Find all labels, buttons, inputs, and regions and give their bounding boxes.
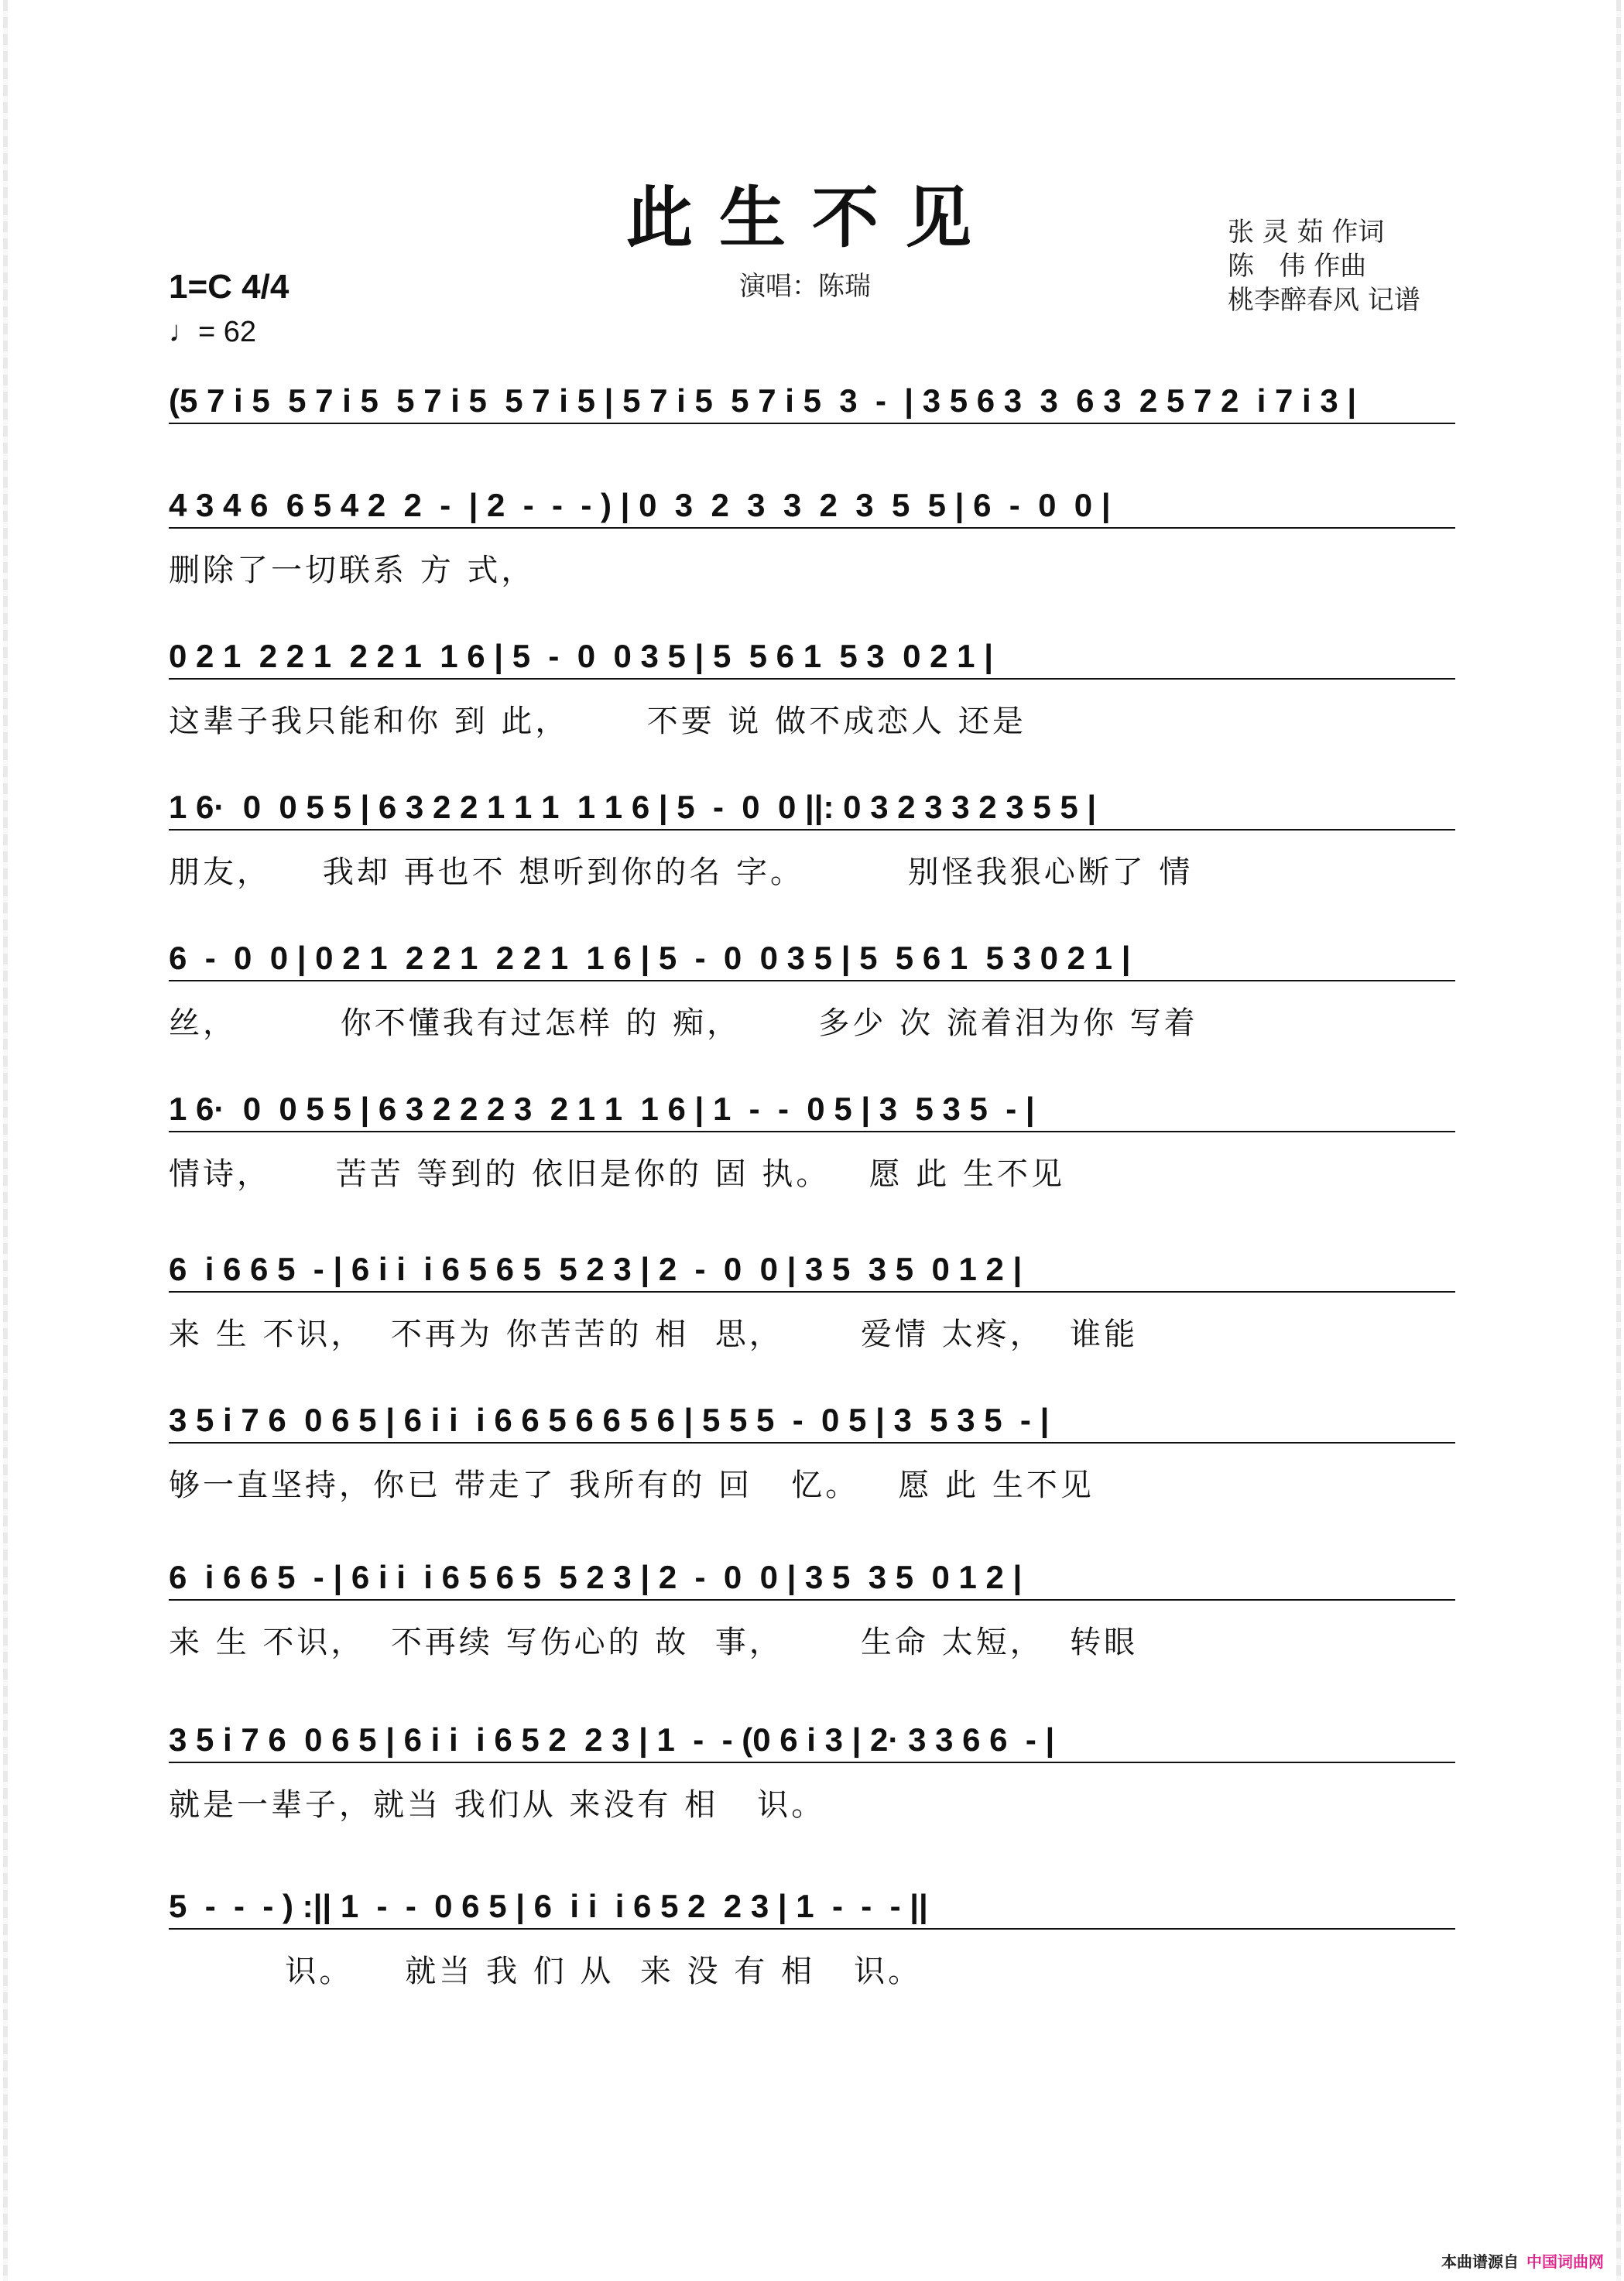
lyrics-line: 删除了一切联系 方 式， <box>169 553 536 588</box>
notation-line: 6 i 6 6 5 - | 6 i i i 6 5 6 5 5 2 3 | 2 - 0 0 | 3 5 3 5 0 1 2 | <box>169 1248 1455 1293</box>
score-system <box>169 635 1455 741</box>
transcriber-credit: 桃李醉春风 记谱 <box>1228 285 1420 316</box>
lyricist-credit: 张 灵 茹 作词 <box>1228 217 1385 248</box>
lyrics-line: 朋友， 我却 再也不 想听到你的名 字。 别怪我狠心断了 情 <box>169 855 1194 890</box>
source-site: 中国词曲网 <box>1526 2252 1604 2271</box>
notation-line: 6 i 6 6 5 - | 6 i i i 6 5 6 5 5 2 3 | 2 - 0 0 | 3 5 3 5 0 1 2 | <box>169 1556 1455 1601</box>
score-system <box>169 786 1455 892</box>
lyrics-line: 丝， 你不懂我有过怎样 的 痴， 多少 次 流着泪为你 写着 <box>169 1005 1198 1041</box>
lyrics-line: 够一直坚持，你已 带走了 我所有的 回 忆。 愿 此 生不见 <box>169 1468 1095 1503</box>
source-footer <box>1441 2249 1604 2272</box>
key-signature: 1=C 4/4 <box>169 268 290 306</box>
notation-line: 1 6· 0 0 5 5 | 6 3 2 2 1 1 1 1 1 6 | 5 - 0 0 ||: 0 3 2 3 3 2 3 5 5 | <box>169 786 1455 831</box>
song-title: 此生不见 <box>626 179 998 257</box>
score-system <box>169 1718 1455 1824</box>
notation-line: 4 3 4 6 6 5 4 2 2 - | 2 - - - ) | 0 3 2 3 3 2 3 5 5 | 6 - 0 0 | <box>169 484 1455 529</box>
notation-line: 3 5 i 7 6 0 6 5 | 6 i i i 6 5 2 2 3 | 1 - - (0 6 i 3 | 2· 3 3 6 6 - | <box>169 1718 1455 1763</box>
score-system <box>169 937 1455 1043</box>
notation-line: 0 2 1 2 2 1 2 2 1 1 6 | 5 - 0 0 3 5 | 5 5 6 1 5 3 0 2 1 | <box>169 635 1455 680</box>
lyrics-line: 来 生 不识， 不再续 写伤心的 故 事， 生命 太短， 转眼 <box>169 1625 1139 1660</box>
tempo-mark: ♩= 62 <box>169 316 257 348</box>
lyrics-line: 这辈子我只能和你 到 此， 不要 说 做不成恋人 还是 <box>169 704 1026 739</box>
score-system <box>169 1248 1455 1354</box>
score-system <box>169 1885 1455 1991</box>
right-page-edge <box>1616 0 1621 2281</box>
notation-line: 5 - - - ) :|| 1 - - 0 6 5 | 6 i i i 6 5 2 2 3 | 1 - - - || <box>169 1885 1455 1930</box>
score-system <box>169 1556 1455 1662</box>
singer: 演唱：陈瑞 <box>739 271 871 302</box>
composer-credit: 陈 伟 作曲 <box>1228 251 1367 282</box>
lyrics-line: 来 生 不识， 不再为 你苦苦的 相 思， 爱情 太疼， 谁能 <box>169 1317 1139 1352</box>
credits <box>1228 215 1420 317</box>
score-system <box>169 484 1455 590</box>
score-system <box>169 1087 1455 1194</box>
score-system <box>169 379 1455 441</box>
notation-line: 1 6· 0 0 5 5 | 6 3 2 2 2 3 2 1 1 1 6 | 1 - - 0 5 | 3 5 3 5 - | <box>169 1087 1455 1132</box>
notation-line: 3 5 i 7 6 0 6 5 | 6 i i i 6 6 5 6 6 5 6 | 5 5 5 - 0 5 | 3 5 3 5 - | <box>169 1399 1455 1444</box>
score-system <box>169 1399 1455 1505</box>
lyrics-line: 情诗， 苦苦 等到的 依旧是你的 固 执。 愿 此 生不见 <box>169 1156 1066 1192</box>
source-label: 本曲谱源自 <box>1441 2252 1519 2271</box>
notation-line: (5 7 i 5 5 7 i 5 5 7 i 5 5 7 i 5 | 5 7 i 5 5 7 i 5 3 - | 3 5 6 3 3 6 3 2 5 7 2 i 7 i 3 | <box>169 379 1455 424</box>
notation-line: 6 - 0 0 | 0 2 1 2 2 1 2 2 1 1 6 | 5 - 0 0 3 5 | 5 5 6 1 5 3 0 2 1 | <box>169 937 1455 981</box>
lyrics-line: 识。 就当 我 们 从 来 没 有 相 识。 <box>169 1954 923 1989</box>
left-page-edge <box>3 0 8 2281</box>
lyrics-line: 就是一辈子，就当 我们从 来没有 相 识。 <box>169 1787 826 1823</box>
